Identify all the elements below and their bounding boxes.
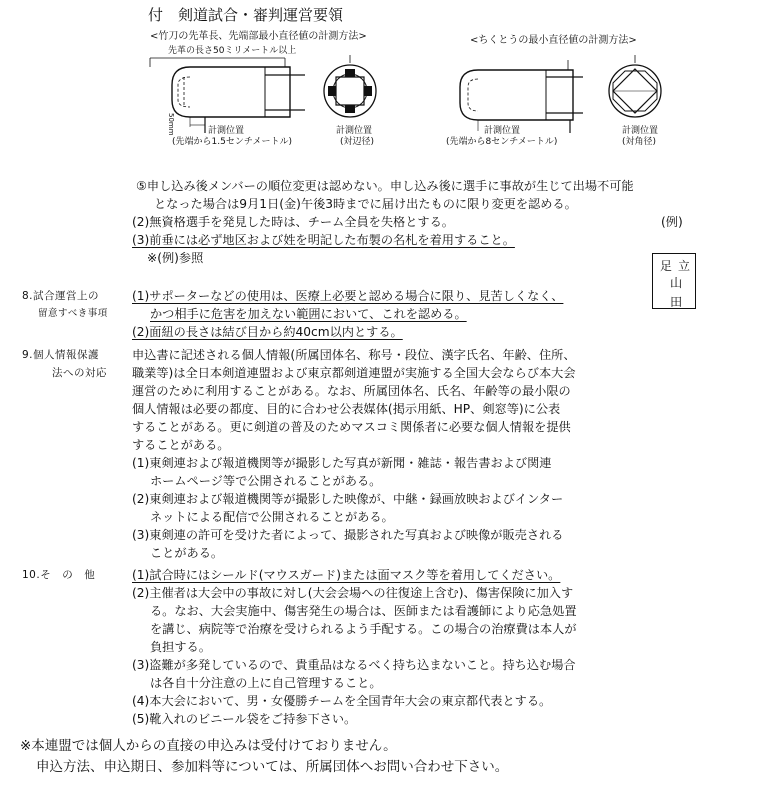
section-10-item-1: (1)試合時にはシールド(マウスガード)または面マスク等を着用してください。 <box>132 568 561 582</box>
shinai-tip-figure-right <box>448 55 588 135</box>
section-9-item-1: (1)東剣連および報道機関等が撮影した写真が新聞・雑誌・報告書および関連 <box>132 456 552 470</box>
name-tag-line2: 山 <box>670 276 683 290</box>
section-8-item-2: (2)面紐の長さは結び目から約40cm以内とする。 <box>132 325 403 339</box>
fig-right-diag-line2: (対角径) <box>622 137 657 147</box>
fig-right-diag-line1: 計測位置 <box>622 126 659 136</box>
item-3-note: ※(例)参照 <box>147 251 204 265</box>
item-5-line2: となった場合は9月1日(金)午後3時までに届け出たものに限り変更を認める。 <box>154 197 577 211</box>
section-9-para-line5: することがある。更に剣道の普及のためマスコミ関係者に必要な個人情報を提供 <box>132 420 571 434</box>
item-5-line1: ⑤申し込み後メンバーの順位変更は認めない。申し込み後に選手に事故が生じて出場不可能 <box>136 179 634 193</box>
fig-left-diag-line1: 計測位置 <box>336 126 373 136</box>
footer-notice-line1: ※本連盟では個人からの直接の申込みは受付けておりません。 <box>20 738 397 754</box>
section-9-para-line3: 運営のために利用することがある。なお、所属団体名、氏名、年齢等の最小限の <box>132 384 571 398</box>
name-tag-line0: 足 <box>660 259 673 273</box>
section-10-item-3-cont: は各自十分注意の上に自己管理すること。 <box>150 676 382 690</box>
name-tag-line1: 立 <box>678 259 691 273</box>
section-8-item-1: (1)サポーターなどの使用は、医療上必要と認める場合に限り、見苦しくなく、 <box>132 289 564 303</box>
section-9-item-2-cont: ネットによる配信で公開されることがある。 <box>150 510 394 524</box>
fig-left-diag-line2: (対辺径) <box>340 137 375 147</box>
section-9-para-line1: 申込書に記述される個人情報(所属団体名、称号・段位、漢字氏名、年齢、住所、 <box>132 348 576 362</box>
cross-section-left-figure <box>320 55 380 125</box>
figure-right-caption: <ちくとうの最小直径値の計測方法> <box>470 35 637 46</box>
section-8-label-line2: 留意すべき事項 <box>38 308 108 319</box>
section-9-para-line2: 職業等)は全日本剣道連盟および東京都剣道連盟が実施する全国大会ならび本大会 <box>132 366 576 380</box>
cross-section-right-figure <box>605 55 665 125</box>
figure-left-caption: <竹刀の先革長、先端部最小直径値の計測方法> <box>150 31 367 42</box>
section-10-item-4: (4)本大会において、男・女優勝チームを全国青年大会の東京都代表とする。 <box>132 694 552 708</box>
section-9-item-3: (3)東剣連の許可を受けた者によって、撮影された写真および映像が販売される <box>132 528 564 542</box>
section-10-item-5: (5)靴入れのビニール袋をご持参下さい。 <box>132 712 357 726</box>
section-10-item-2: (2)主催者は大会中の事故に対し(大会会場への往復途上含む)、傷害保険に加入す <box>132 586 574 600</box>
example-label: (例) <box>661 215 683 229</box>
fig-right-measure-line2: (先端から8センチメートル) <box>446 137 558 147</box>
section-9-item-2: (2)東剣連および報道機関等が撮影した映像が、中継・録画放映およびインター <box>132 492 564 506</box>
section-8-label-line1: 8.試合運営上の <box>22 290 100 302</box>
section-9-item-3-cont: ことがある。 <box>150 546 224 560</box>
fig-left-measure-line2: (先端から1.5センチメートル) <box>172 137 292 147</box>
name-tag-line3: 田 <box>670 295 683 309</box>
section-10-item-2-cont2: を講じ、病院等で治療を受けられるよう手配する。この場合の治療費は本人が <box>150 622 577 636</box>
section-10-item-2-cont1: る。なお、大会実施中、傷害発生の場合は、医師または看護師により応急処置 <box>150 604 577 618</box>
section-10-item-3: (3)盗難が多発しているので、貴重品はなるべく持ち込まないこと。持ち込む場合 <box>132 658 576 672</box>
document-title: 付 剣道試合・審判運営要領 <box>148 6 344 24</box>
section-9-label-line1: 9.個人情報保護 <box>22 349 100 361</box>
footer-notice-line2: 申込方法、申込期日、参加料等については、所属団体へお問い合わせ下さい。 <box>36 759 509 775</box>
section-10-item-2-cont3: 負担する。 <box>150 640 211 654</box>
section-10-label: 10.そ の 他 <box>22 569 96 581</box>
fig-left-mm-label: 50mm <box>167 113 175 136</box>
fig-left-measure-line1: 計測位置 <box>208 126 245 136</box>
section-9-para-line6: することがある。 <box>132 438 230 452</box>
item-3-text: (3)前垂には必ず地区および姓を明記した布製の名札を着用すること。 <box>132 233 515 247</box>
section-8-item-1-cont: かつ相手に危害を加えない範囲において、これを認める。 <box>150 307 467 321</box>
section-9-label-line2: 法への対応 <box>52 367 107 379</box>
figure-left-note: 先革の長さ50ミリメートル以上 <box>168 46 297 56</box>
section-9-item-1-cont: ホームページ等で公開されることがある。 <box>150 474 382 488</box>
fig-right-measure-line1: 計測位置 <box>484 126 521 136</box>
section-9-para-line4: 個人情報は必要の都度、目的に合わせ公表媒体(掲示用紙、HP、剣窓等)に公表 <box>132 402 561 416</box>
item-2-text: (2)無資格選手を発見した時は、チーム全員を失格とする。 <box>132 215 454 229</box>
